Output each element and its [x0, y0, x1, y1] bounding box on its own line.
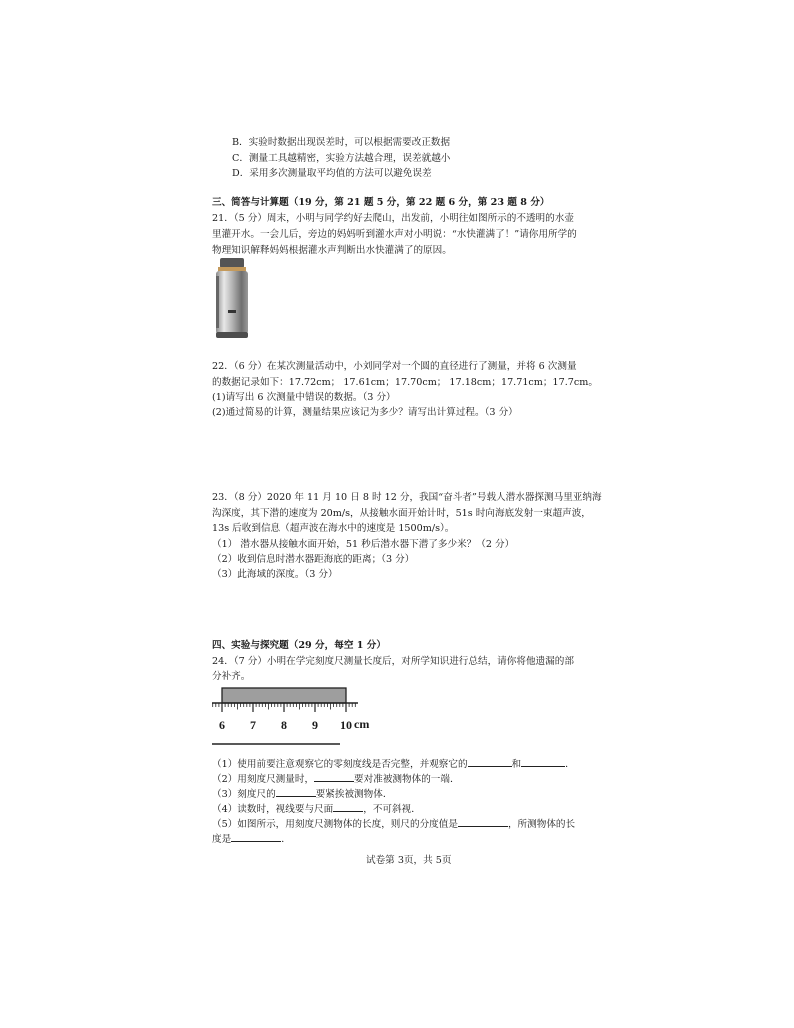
option-c: C．测量工具越精密，实验方法越合理，误差就越小: [232, 153, 451, 164]
q24-item2: [212, 771, 460, 787]
q24-item5-text: （5）如图所示，用刻度尺测物体的长度，则尺的分度值是: [212, 819, 458, 830]
blank-4[interactable]: [333, 801, 363, 812]
q21-line2: 里灌开水。一会儿后，旁边的妈妈听到灌水声对小明说：“水快灌满了！”请你用所学的: [212, 229, 577, 240]
q24-item4-end: ，不可斜视．: [363, 804, 421, 815]
blank-2[interactable]: [314, 771, 354, 782]
q24-item4-text: （4）读数时，视线要与尺面: [212, 804, 334, 815]
flask-body: [216, 271, 248, 334]
q23-line2: 沟深度，其下潜的速度为 20m/s，从接触水面开始计时，51s 时向海底发射一束超声波，: [212, 508, 591, 519]
vacuum-flask-image: [210, 258, 254, 340]
section3-heading: 三、简答与计算题（19 分，第 21 题 5 分，第 22 题 6 分，第 23 题 8 分）: [212, 197, 550, 208]
q24-item3-end: 要紧挨被测物体．: [315, 789, 393, 800]
q24-item1-and: 和: [511, 759, 522, 770]
q24-item5-line2-end: ．: [281, 834, 291, 845]
ruler-label-6: 6: [219, 718, 225, 732]
ruler-figure: [208, 684, 388, 750]
ruler-label-9: 9: [312, 718, 318, 732]
blank-1a[interactable]: [468, 756, 512, 767]
q24-item5-line2-text: 度是: [212, 834, 232, 845]
q22-part1: (1)请写出 6 次测量中错误的数据。（3 分）: [212, 392, 396, 403]
q24-item3: [212, 786, 392, 802]
ruler-label-10: 10: [340, 718, 352, 732]
q24-item1-end: ．: [565, 759, 575, 770]
q23-line1: 23．（8 分）2020 年 11 月 10 日 8 时 12 分，我国“奋斗者”号载人潜水器探测马里亚纳海: [212, 492, 602, 503]
ruler-labels: [219, 718, 352, 732]
q24-item1-text: （1）使用前要注意观察它的零刻度线是否完整，并观察它的: [212, 759, 468, 770]
ruler-label-8: 8: [281, 718, 287, 732]
flask-base: [216, 332, 248, 338]
q24-line2: 分补齐。: [212, 671, 251, 682]
measured-object: [222, 688, 346, 703]
q23-line3: 13s 后收到信息（超声波在海水中的速度是 1500m/s）。: [212, 523, 455, 534]
q24-line1: 24．（7 分）小明在学完刻度尺测量长度后，对所学知识进行总结，请你将他遗漏的部: [212, 656, 574, 667]
flask-lid: [220, 258, 244, 268]
flask-handle: [216, 276, 219, 328]
q23-part3: （3）此海域的深度。（3 分）: [212, 569, 338, 580]
q24-item3-text: （3）刻度尺的: [212, 789, 276, 800]
q24-item2-end: 要对准被测物体的一端．: [354, 774, 460, 785]
blank-3[interactable]: [276, 786, 316, 797]
q22-line2: 的数据记录如下：17.72cm； 17.61cm；17.70cm； 17.18cm；17.71cm；17.7cm。: [212, 377, 598, 388]
q22-part2: (2)通过简易的计算，测量结果应该记为多少？请写出计算过程。（3 分）: [212, 407, 518, 418]
q22-line1: 22．（6 分）在某次测量活动中，小刘同学对一个圆的直径进行了测量，并将 6 次测量: [212, 361, 577, 372]
q21-line3: 物理知识解释妈妈根据灌水声判断出水快灌满了的原因。: [212, 245, 452, 256]
blank-5b[interactable]: [231, 831, 281, 842]
blank-1b[interactable]: [521, 756, 565, 767]
section4-heading: 四、实验与探究题（29 分，每空 1 分）: [212, 640, 386, 651]
q24-item5-line2: [212, 831, 291, 847]
q24-item1: [212, 756, 575, 772]
option-b: B．实验时数据出现误差时，可以根据需要改正数据: [232, 137, 451, 148]
q24-item5: [212, 816, 575, 832]
flask-label: [228, 310, 236, 313]
q24-item2-text: （2）用刻度尺测量时，: [212, 774, 315, 785]
q24-item5-end: ，所测物体的长: [507, 819, 576, 830]
q23-part2: （2）收到信息时潜水器距海底的距离；（3 分）: [212, 554, 415, 565]
ruler-unit: cm: [354, 717, 370, 731]
q24-item4: [212, 801, 421, 817]
option-d: D．采用多次测量取平均值的方法可以避免误差: [232, 168, 432, 179]
ruler-label-7: 7: [250, 718, 256, 732]
page-footer: 试卷第 3页，共 5页: [366, 855, 452, 866]
ruler-ticks: [213, 703, 356, 712]
q23-part1: （1） 潜水器从接触水面开始，51 秒后潜水器下潜了多少米？（2 分）: [212, 539, 515, 550]
q21-line1: 21．（5 分）周末，小明与同学约好去爬山，出发前，小明往如图所示的不透明的水壶: [212, 213, 574, 224]
blank-5a[interactable]: [458, 816, 508, 827]
